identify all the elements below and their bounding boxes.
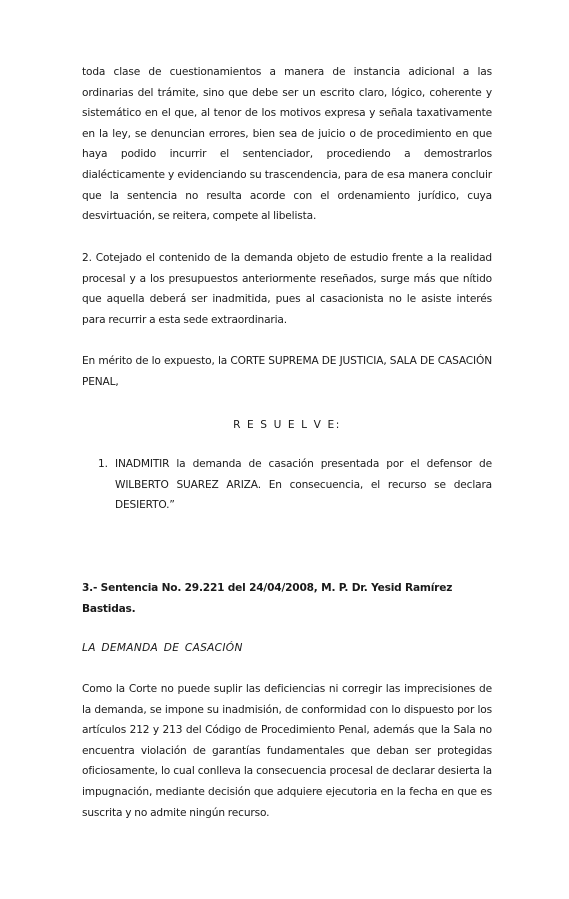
resuelve-heading: R E S U E L V E: (233, 419, 341, 431)
paragraph-corte: Como la Corte no puede suplir las deficiencias ni corregir las imprecisiones de la demanda, se impone su inadmisión, de conformidad con lo dispuesto por los artículos 212 y 213 del Código de Procedimiento Penal, además que la Sala no encuentra violación de garantías fundamentales que deban ser protegidas oficiosamente, lo cual conlleva la consecuencia procesal de declarar desierta la impugnación, mediante decisión que adquiere ejecutoria en la fecha en que es suscrita y no admite ningún recurso. (82, 683, 492, 819)
paragraph-merito: En mérito de lo expuesto, la CORTE SUPREMA DE JUSTICIA, SALA DE CASACIÓN PENAL, (82, 355, 492, 388)
resolution-item-number: 1. (98, 458, 108, 470)
paragraph-cotejado: 2. Cotejado el contenido de la demanda objeto de estudio frente a la realidad procesal y a los presupuestos anteriormente reseñados, surge más que nítido que aquella deberá ser inadmitida, pues al casacionista no le asiste interés para recurrir a esta sede extraordinaria. (82, 252, 492, 326)
section-heading: 3.- Sentencia No. 29.221 del 24/04/2008, M. P. Dr. Yesid Ramírez Bastidas. (82, 582, 453, 615)
section-subheading: LA DEMANDA DE CASACIÓN (82, 642, 243, 654)
resolution-item-text: INADMITIR la demanda de casación presentada por el defensor de WILBERTO SUAREZ ARIZA. En consecuencia, el recurso se declara DESIERTO.” (115, 458, 492, 512)
resolution-item (98, 454, 492, 516)
paragraph-cuestionamientos: toda clase de cuestionamientos a manera de instancia adicional a las ordinarias del trámite, sino que debe ser un escrito claro, lógico, coherente y sistemático en el que, al tenor de los motivos expresa y señala taxativamente en la ley, se denuncian errores, bien sea de juicio o de procedimiento en que haya podido incurrir el sentenciador, procediendo a demostrarlos dialécticamente y evidenciando su trascendencia, para de esa manera concluir que la sentencia no resulta acorde con el ordenamiento jurídico, cuya desvirtuación, se reitera, compete al libelista. (82, 66, 492, 223)
